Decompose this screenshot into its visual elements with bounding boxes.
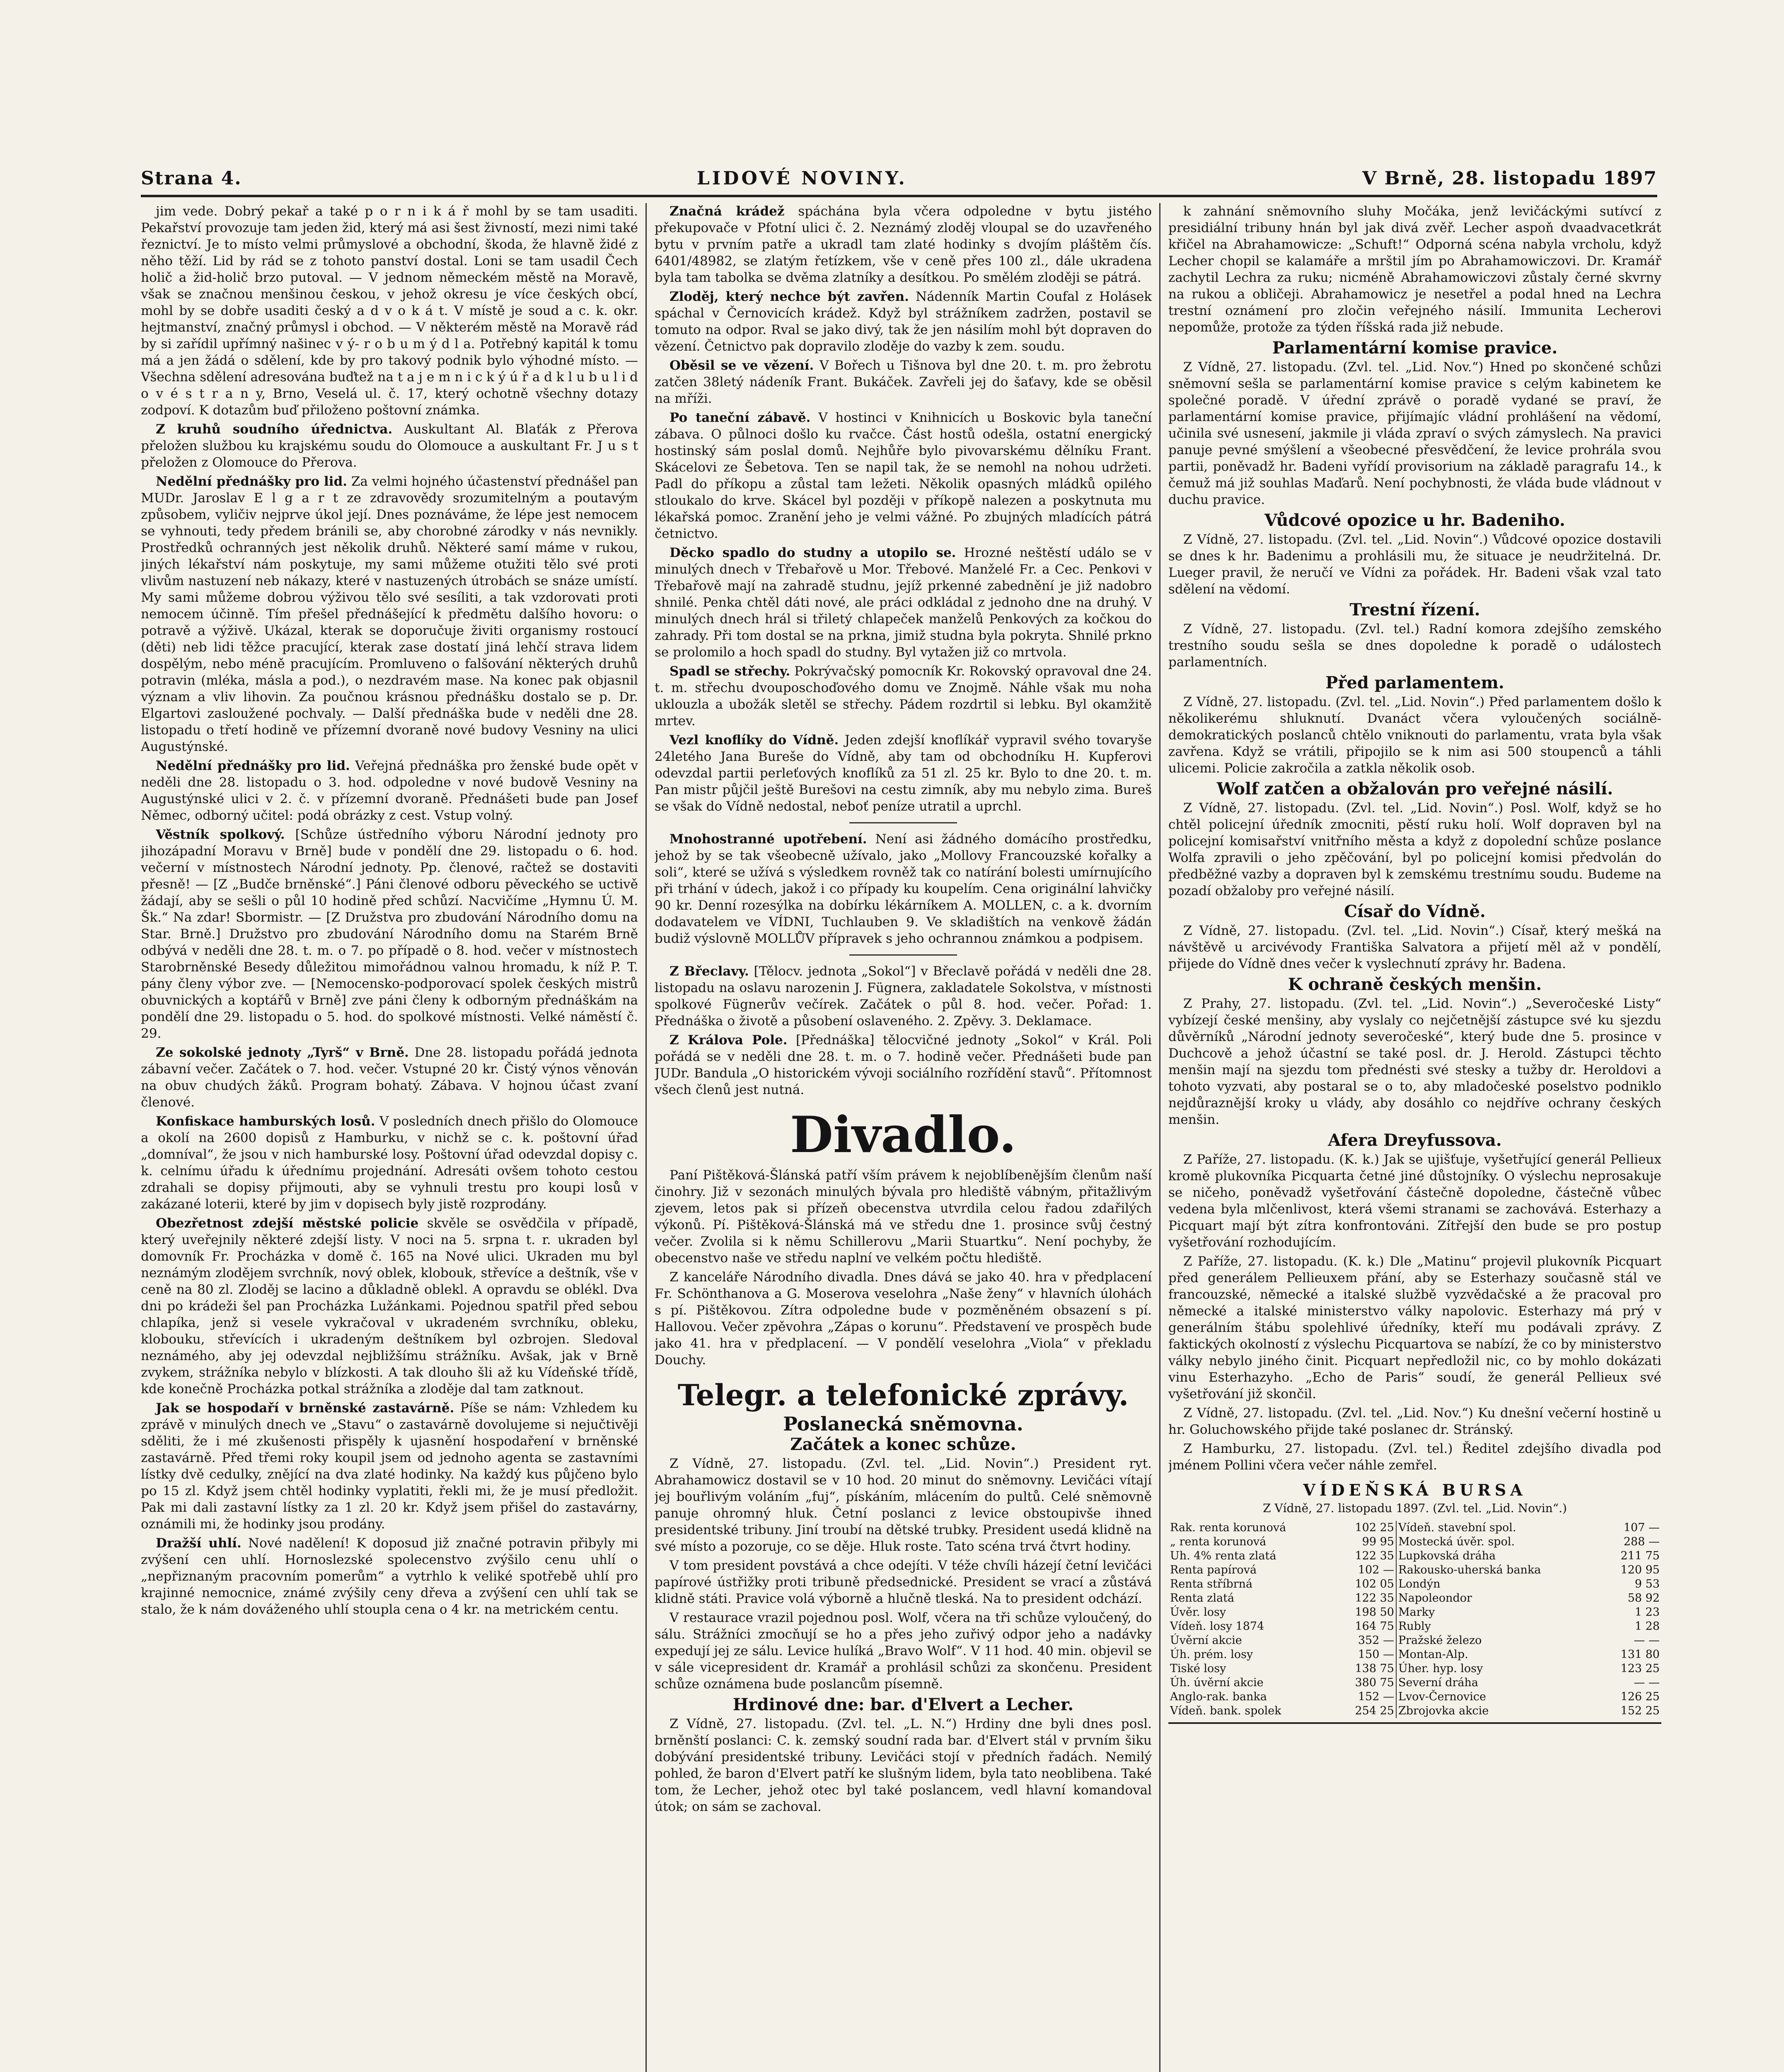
article-body: Píše se nám: Vzhledem ku zprávě v minulých dnech ve „Stavu“ o zastavárně dovolujeme si nejučtivěji sděliti, že i mé zkušenosti přispěly k ujasnění hospodaření v brněnské zastavárně. Před třemi roky koupil jsem od jednoho agenta se zastavními lístky dvě cedulky, znějící na dva zlaté hodinky. Na každý kus půjčeno bylo po 15 zl. Když jsem chtěl hodinky vyplatiti, řekli mi, že je musí předložit. Pak mi dali zastavní lístky za 1 zl. 20 kr. Když jsem přišel do zastavárny, oznámili mi, že hodinky jsou prodány. <box>141 1401 638 1532</box>
security-name: Renta stříbrná <box>1170 1578 1253 1590</box>
article <box>655 963 1152 1029</box>
article-headline: Začátek a konec schůze. <box>790 1435 1016 1454</box>
security-name: Lupkovská dráha <box>1398 1549 1496 1562</box>
security-price: 150 — <box>1336 1648 1396 1662</box>
security-name: Londýn <box>1398 1578 1441 1590</box>
security-name: Rakousko-uherská banka <box>1398 1564 1541 1576</box>
column-1 <box>141 203 638 2072</box>
table-row <box>1168 1591 1661 1605</box>
article-headline: Hrdinové dne: bar. d'Elvert a Lecher. <box>732 1695 1074 1714</box>
column-divider <box>645 203 647 2072</box>
article-headline: Nedělní přednášky pro lid. <box>156 758 350 773</box>
article <box>655 288 1152 355</box>
article-body: Z Vídně, 27. listopadu. (Zvl. tel. „Lid. Novin“.) Před parlamentem došlo k několikerému shluknutí. Dvanáct včera vyloučených sociálně-demokratických poslanců chtělo vniknouti do parlamentu, vrata byla však zavřena. Když se vrátili, připojilo se k nim asi 500 stoupenců a táhli ulicemi. Policie zakročila a zatkla několik osob. <box>1168 695 1661 776</box>
security-name: Rak. renta korunová <box>1170 1521 1286 1534</box>
article-body: k zahnání sněmovního sluhy Močáka, jenž levičáckými sutívcí z presidiální tribuny hnán byl jak divá zvěř. Lecher aspoň dvaadvacetkrát křičel na Abrahamowicze: „Schuft!“ Odporná scéna nabyla vrcholu, když Lecher chopil se kalamáře a mrštil jím po Abrahamowiczovi. Dr. Kramář zachytil Lechra za ruku; nicméně Abrahamowiczovi zůstaly černé skvrny na rukou a obličeji. Abrahamowicz je nesetřel a podal hned na Lechra trestní oznámení pro zločin veřejného násilí. Immunita Lecherovi nepomůže, protože za týden říšská rada již nebude. <box>1168 204 1661 335</box>
security-price: 1 23 <box>1634 1606 1660 1619</box>
article-headline: Věstník spolkový. <box>156 827 285 842</box>
security-name: Zbrojovka akcie <box>1398 1704 1489 1717</box>
table-row <box>1168 1521 1661 1535</box>
article-body: Z Vídně, 27. listopadu. (Zvl. tel. „Lid. Novin“.) Posl. Wolf, když se ho chtěl policejní úředník zmocniti, pěstí ruku holí. Wolf dopraven byl na policejní komisařství vnitřního města a když z dopolední schůze poslance Wolfa zpravili o jeho zpěčování, byl po policejní komisi předvolán do předběžné vazby a dopraven byl k zemskému trestnímu soudu. Budeme na pozadí obžaloby pro veřejné násilí. <box>1168 801 1661 898</box>
article-body: [Přednáška] tělocvičné jednoty „Sokol“ v Král. Poli pořádá se v neděli dne 28. t. m. o 7. hodině večer. Přednášeti bude pan JUDr. Bandula „O historickém vývoji sociálního rozřídění stavů“. Přítomnost všech členů jest nutná. <box>655 1033 1152 1097</box>
article <box>655 663 1152 729</box>
article-headline: Z Králova Pole. <box>670 1033 788 1048</box>
article-headline: Po taneční zábavě. <box>670 410 811 425</box>
article-headline: Zloděj, který nechce být zavřen. <box>670 289 909 304</box>
article <box>655 732 1152 815</box>
table-row <box>1168 1676 1661 1690</box>
section-title-telegrams: Telegr. a telefonické zprávy. <box>677 1378 1129 1412</box>
article-headline: Dražší uhlí. <box>156 1536 242 1551</box>
security-price: 152 — <box>1336 1690 1396 1704</box>
security-price: 123 25 <box>1620 1662 1660 1675</box>
security-price: 102 05 <box>1336 1577 1396 1591</box>
table-row <box>1168 1577 1661 1591</box>
article-body: Z Vídně, 27. listopadu. (Zvl. tel. „Lid. Nov.“) Ku dnešní večerní hostině u hr. Goluchowského přijde také poslanec dr. Stránský. <box>1168 1406 1661 1437</box>
security-price: — — <box>1634 1676 1660 1689</box>
table-row <box>1168 1634 1661 1648</box>
header-rule <box>141 195 1657 197</box>
article-body: Z Paříže, 27. listopadu. (K. k.) Dle „Matinu“ projevil plukovník Picquart před generálem Pellieuxem přání, aby se Esterhazy současně stál ve francouzské, německé a italské službě vyzvědačské a že pracoval pro německé a italské ministerstvo války napolovic. Esterhazy má prý v generálním štábu spolehlivé úředníky, kteří mu podávali zprávy. Z faktických okolností z výslechu Picquartova se nabízí, že co by ministerstvo války nebylo jiného činit. Picquart nepředložil nic, co by mohlo dokázati vinu Esterhazyho. „Echo de Paris“ soudí, že generál Pellieux své vyšetřování již skončil. <box>1168 1254 1661 1402</box>
article-body: Z Paříže, 27. listopadu. (K. k.) Jak se ujišťuje, vyšetřující generál Pellieux kromě plukovníka Picquarta četné jiné důstojníky. O výslechu neprosakuje se ničeho, poněvadž vyšetřování částečně dopoledne, částečně vůbec vedena byla mlčenlivost, která všemi stranami se zachovává. Esterhazy a Picquart mají být zítra konfrontováni. Zítřejší den bude se pro postup vyšetřování rozhodujícím. <box>1168 1152 1661 1250</box>
article-headline: Značná krádež <box>670 204 785 219</box>
article-body: [Tělocv. jednota „Sokol“] v Břeclavě pořádá v neděli dne 28. listopadu na oslavu narozenin J. Fügnera, zakladatele Sokolstva, v místnosti spolkové Fügnerův večírek. Začátek o půl 8. hod. večer. Pořad: 1. Přednáška o životě a působení oslaveného. 2. Zpěvy. 3. Deklamace. <box>655 964 1152 1029</box>
article <box>141 826 638 1042</box>
security-name: Uh. 4% renta zlatá <box>1170 1549 1276 1562</box>
security-name: Renta zlatá <box>1170 1592 1235 1605</box>
article <box>655 1032 1152 1098</box>
article-body: Z Vídně, 27. listopadu. (Zvl. tel. „L. N.“) Hrdiny dne byli dnes posl. brněnští poslanci: C. k. zemský soudní rada bar. d'Elvert stál v prvním šiku dobývání presidentské tribuny. Levičáci stojí v předních řadách. Nemilý pohled, že baron d'Elvert patří ke slušným lidem, byla tato neoblibena. Také tom, že Lecher, jehož otec byl také poslancem, vedl hlavní komandoval útok; on sám se zachoval. <box>655 1716 1152 1814</box>
table-row <box>1168 1662 1661 1676</box>
article-body: V tom president povstává a chce odejíti. V téže chvíli házejí četní levičáci papírové ústřižky proti tribuně předsednické. President se vrací a zůstává klidně státi. Pravice volá výborně a hlučně tleská. Na to president odchází. <box>655 1558 1152 1606</box>
security-name: Úh. prém. losy <box>1170 1648 1253 1661</box>
article-body: Dne 28. listopadu pořádá jednota zábavní večer. Začátek o 7. hod. večer. Vstupné 20 kr. Čistý výnos věnován na obuv chudých žáků. Program bohatý. Zábava. V hojnou účast zvaní členové. <box>141 1045 638 1110</box>
article-headline: K ochraně českých menšin. <box>1288 975 1542 994</box>
security-name: Vídeň. bank. spolek <box>1170 1704 1281 1717</box>
table-row <box>1168 1549 1661 1563</box>
article-headline: Trestní řízení. <box>1349 600 1480 620</box>
bourse-subtitle: Z Vídně, 27. listopadu 1897. (Zvl. tel. „Lid. Novin“.) <box>1263 1501 1567 1515</box>
security-price: 211 75 <box>1620 1549 1660 1562</box>
security-name: Lvov-Černovice <box>1398 1690 1486 1703</box>
section-separator <box>849 954 957 956</box>
security-price: 102 — <box>1336 1563 1396 1577</box>
article-headline: Mnohostranné upotřebení. <box>670 832 867 847</box>
article-body: V restaurace vrazil pojednou posl. Wolf, včera na tři schůze vyloučený, do sálu. Strážníci zmocňují se ho a přes jeho zuřivý odpor jeho a nadávky expedují jej ze sálu. Levice hulíká „Bravo Wolf“. V 11 hod. 40 min. objevil se v sále vicepresident dr. Kramář a prohlásil schůzi za skončenu. President schůze oznámena bude poslancům písemně. <box>655 1610 1152 1692</box>
security-name: Severní dráha <box>1398 1676 1478 1689</box>
security-price: 352 — <box>1336 1634 1396 1648</box>
security-name: Úvěrní akcie <box>1170 1634 1242 1647</box>
security-price: 152 25 <box>1620 1704 1660 1717</box>
article-headline: Z Břeclavy. <box>670 964 749 979</box>
bottom-rule <box>1168 1722 1661 1724</box>
bourse-table <box>1168 1521 1661 1718</box>
article-body: [Schůze ústředního výboru Národní jednoty pro jihozápadní Moravu v Brně] bude v pondělí dne 29. listopadu o 6. hod. večerní v místnostech Národní jednoty. Pp. členové, račtež se dostaviti přesně! — [Z „Budče brněnské“.] Páni členové odboru pěveckého se uctivě žádají, aby se sešli o půl 10 hodině před schůzí. Nacvičíme „Hymnu Ú. M. Šk.“ Na zdar! Sbormistr. — [Z Družstva pro zbudování Národního domu na Star. Brně.] Družstvo pro zbudování Národního domu na Starém Brně odbývá v neděli dne 28. t. m. o 7. po případě o 8. hod. večer v místnostech Starobrněnské Besedy důležitou mimořádnou valnou hromadu, k níž P. T. pány členy výbor zve. — [Nemocensko-podporovací spolek českých mistrů obuvnických a koptářů v Brně] zve páni členy k odborným přednáškám na pondělí dne 29. listopadu o 5. hod. do spolkové místnosti. Velké náměstí č. 29. <box>141 827 638 1041</box>
section-title-divadlo: Divadlo. <box>790 1106 1017 1164</box>
article-body: Z Prahy, 27. listopadu. (Zvl. tel. „Lid. Novin“.) „Severočeské Listy“ vybízejí české menšiny, aby vyslaly co nejčetnější zástupce své ku sjezdu důvěrníků „Národní jednoty severočeské“, který bude dne 5. prosince v Duchcově a jehož účastní se také posl. dr. J. Herold. Zástupci těchto menšin mají na sjezdu tom přednésti své stesky a tužby dr. Heroldovi a tohoto vyzvati, aby postaral se o to, aby mladočeské poselstvo podniklo nejdůraznější kroky u vlády, aby dosáhlo co nejdříve ochrany českých menšin. <box>1168 996 1661 1127</box>
article-headline: Děcko spadlo do studny a utopilo se. <box>670 545 956 560</box>
article <box>655 545 1152 661</box>
article <box>141 203 638 419</box>
article-headline: Z kruhů soudního úřednictva. <box>156 422 393 437</box>
article-headline: Jak se hospodaří v brněnské zastavárně. <box>156 1401 454 1416</box>
table-row <box>1168 1605 1661 1619</box>
article-body: spáchána byla včera odpoledne v bytu jistého překupovače v Pfotní ulici č. 2. Neznámý zloděj vloupal se do uzavřeného bytu v prvním patře a ukradl tam zlaté hodinky s dvojím pláštěm čís. 6401/48982, se zlatým řetízkem, vše v ceně přes 100 zl., dále ukradena byla tam tabolka se dvěma zlatníky a desítkou. Po smělém zloději se pátrá. <box>655 204 1152 285</box>
article-body: Nové nadělení! K doposud již značné potravin přibyly mi zvýšení cen uhlí. Hornoslezské spolecenstvo zvýšilo cenu uhlí o „nepřiznaným pracovním pomerům“ a vytrhlo k veliké spotřebě uhlí pro krajinné nemocnice, známé zvýšily ceny dřeva a zvýšení cen uhlí tak se stalo, že k nám dováženého uhlí stoupla cena o 4 kr. na metrickém centu. <box>141 1536 638 1617</box>
article-body: V hostinci v Knihnicích u Boskovic byla taneční zábava. O půlnoci došlo ku rvačce. Část hostů odešla, ostatní energický hostinský sám poslal domů. Nejhůře bylo pivovarskému dělníku Frant. Skácelovi ze Šebetova. Ten se napil tak, že se nemohl na nohou udržeti. Padl do příkopu a zůstal tam ležeti. Několik opasných mládků opilého stloukalo do krve. Skácel byl později v příkopě nalezen a poskytnuta mu lékařská pomoc. Zranění jeho je velmi vážné. Po zbujných mladících pátrá četnictvo. <box>655 410 1152 541</box>
security-name: Pražské železo <box>1398 1634 1482 1647</box>
security-price: 198 50 <box>1336 1605 1396 1619</box>
security-name: Úher. hyp. losy <box>1398 1662 1483 1675</box>
article-body: Není asi žádného domácího prostředku, jehož by se tak všeobecně užívalo, jako „Mollovy Francouzské kořalky a soli“, které se užívá s výsledkem rovněž tak co natírání bolesti umírnujícího při trhání v údech, jakož i co případy ku koupelím. Cena originální lahvičky 90 kr. Denní rozesýlka na dobírku lékárníkem A. MOLLEN, c. a k. dvorním dodavatelem ve VÍDNI, Tuchlauben 9. Ve skladištích na venkově žádán budiž výslovně MOLLŮV přípravek s jeho ochrannou známkou a podpisem. <box>655 832 1152 946</box>
article-headline: Parlamentární komise pravice. <box>1272 338 1558 358</box>
article-body: Paní Pištěková-Šlánská patří vším právem k nejoblíbenějším členům naší činohry. Již v sezonách minulých bývala pro hlediště vábným, přitažlivým zjevem, letos pak si přízeň obecenstva utvrdila celou řadou zdařilých výkonů. Pí. Pištěková-Šlánská má ve středu dne 1. prosince svůj čestný večer. Zvolila si k němu Schillerovu „Marii Stuartku“. Není pochyby, že obecenstvo naše ve středu naplní ve velkém počtu hlediště. <box>655 1168 1152 1266</box>
table-row <box>1168 1690 1661 1704</box>
article <box>141 1215 638 1397</box>
security-price: 107 — <box>1623 1521 1660 1534</box>
security-price: 288 — <box>1623 1535 1660 1548</box>
article-body: Z Hamburku, 27. listopadu. (Zvl. tel.) Ředitel zdejšího divadla pod jménem Pollini včera večer náhle zemřel. <box>1168 1441 1661 1473</box>
table-row <box>1168 1535 1661 1549</box>
security-name: Vídeň. losy 1874 <box>1170 1620 1264 1633</box>
security-name: Napoleondor <box>1398 1592 1472 1605</box>
article-headline: Císař do Vídně. <box>1344 902 1486 921</box>
article <box>655 409 1152 542</box>
article-headline: Vezl knoflíky do Vídně. <box>670 733 839 748</box>
security-name: Anglo-rak. banka <box>1170 1690 1267 1703</box>
article-body: Jeden zdejší knoflíkář vypravil svého tovaryše 24letého Jana Bureše do Vídně, aby tam od obchodníku H. Kupferovi odevzdal partii perleťových knoflíků za 51 zl. 25 kr. Bylo to dne 20. t. m. Pan mistr půjčil ještě Burešovi na cestu zimník, aby mu nebylo zima. Bureš se však do Vídně nedostal, neboť peníze utratil a uprchl. <box>655 733 1152 814</box>
security-price: 126 25 <box>1620 1690 1660 1703</box>
article-body: Z Vídně, 27. listopadu. (Zvl. tel. „Lid. Novin“.) President ryt. Abrahamowicz dostavil se v 10 hod. 20 minut do sněmovny. Levičáci vítají jej bouřlivým voláním „fuj“, pískáním, mlácením do pultů. Celé sněmovně panuje ohromný hluk. Četní poslanci z levice obstoupivše ihned presidentské tribuny. Jiní troubí na dětské trubky. President usedá klidně na své místo a pozoruje, co se děje. Hluk roste. Tato scéna trvá čtvrt hodiny. <box>655 1456 1152 1554</box>
article <box>655 357 1152 407</box>
article <box>141 1535 638 1618</box>
issue-date: V Brně, 28. listopadu 1897 <box>1362 167 1657 189</box>
security-price: — — <box>1634 1634 1660 1647</box>
article-body: skvěle se osvědčila v případě, který uveřejnily některé zdejší listy. V noci na 5. srpna t. r. ukraden byl domovník Fr. Procházka v domě č. 165 na Nové ulici. Ukraden mu byl neznámým zlodějem svrchník, nový oblek, klobouk, střevíce a deštník, vše v ceně na 80 zl. Zloděj se lacino a důkladně oblekl. A opravdu se oblékl. Dva dni po krádeži šel pan Procházka Lužánkami. Pojednou spatřil před sebou chlapíka, jenž si vesele vykračoval v ukradeném svrchníku, obleku, klobouku, střevících i ukradeným deštníkem byl ozbrojen. Sledoval neznámého, aby jej odevzdal nejbližšímu strážníku. Avšak, jak v Brně zvykem, strážníka nebylo v blízkosti. A tak dlouho šli až ku Vídeňské třídě, kde konečně Procházka potkal strážníka a zloděje dal tam zatknout. <box>141 1216 638 1397</box>
article-body: Z kanceláře Národního divadla. Dnes dává se jako 40. hra v předplacení Fr. Schönthanova a G. Moserova veselohra „Naše ženy“ v hlavních úlohách s pí. Pištěkovou. Zítra odpoledne bude v pozměněném obsazení s pí. Hallovou. Večer zpěvohra „Zápas o korunu“. Představení ve prospěch bude jako 41. hra v předplacení. — V pondělí veselohra „Viola“ v překladu Douchy. <box>655 1270 1152 1368</box>
security-price: 9 53 <box>1634 1578 1660 1590</box>
security-name: Tiské losy <box>1170 1662 1226 1675</box>
article-body: Hrozné neštěstí událo se v minulých dnech v Třebařově u Mor. Třebové. Manželé Fr. a Cec. Penkovi v Třebařově mají na zahradě studnu, jejíž prkenné zabednění je již nadobro shnilé. Penka chtěl dáti nové, ale práci odkládal z jednoho dne na druhý. V minulých dnech hrál si třiletý chlapeček manželů Penkových za kočkou do zahrady. Při tom dostal se na prkna, jimiž studna byla pokryta. Shnilé prkno se prolomilo a hoch spadl do studny. Byl vytažen již co mrtvola. <box>655 545 1152 660</box>
security-name: Montan-Alp. <box>1398 1648 1468 1661</box>
security-name: Renta papírová <box>1170 1564 1257 1576</box>
article <box>141 1113 638 1213</box>
table-row <box>1168 1563 1661 1577</box>
article-body: Za velmi hojného účastenství přednášel pan MUDr. Jaroslav E l g a r t ze zdravovědy srozumitelným a poutavým způsobem, vyličiv nejprve úkol její. Dnes poznáváme, že lépe jest nemocem se vyhnouti, tedy předem bránili se, aby chorobné zárodky v nás nevnikly. Prostředků ochranných jest několik druhů. Některé samí máme v rukou, jiných lékařství nám poskytuje, my sami můžeme otužiti tělo své proti vlivům nastuzení neb nákazy, které v nastuzených útrobách se snáze umístí. My sami můžeme dobrou výživou tělo své sesíliti, a tak vzdorovati proti nemocem účinně. Tím přešel přednášející k předmětu dalšího hovoru: o potravě a výživě. Ukázal, kterak se doporučuje živiti organismy rostoucí (děti) neb lidi těžce pracující, kterak zase dostatí jiná lehčí strava lidem dospělým, nebo méně pracujícím. Promluveno o falšování některých druhů potravin (mléka, másla a pod.), o nezdravém mase. Na konec pak objasnil význam a vliv lihovin. Za poučnou krásnou přednášku dostalo se p. Dr. Elgartovi zasloužené pochvaly. — Další přednáška bude v neděli dne 28. listopadu o třetí hodině ve přízemní dvoraně nové budovy Vesniny na ulici Augustýnské. <box>141 474 638 754</box>
article-body: Auskultant Al. Blaťák z Přerova přeložen službou ku krajskému soudu do Olomouce a auskultant Fr. J u s t přeložen z Olomouce do Přerova. <box>141 422 638 470</box>
article-headline: Vůdcové opozice u hr. Badeniho. <box>1264 511 1565 530</box>
security-price: 131 80 <box>1620 1648 1660 1661</box>
security-price: 102 25 <box>1336 1521 1396 1535</box>
article-headline: Konfiskace hamburských losů. <box>156 1114 375 1129</box>
security-price: 164 75 <box>1336 1619 1396 1634</box>
security-name: Úh. úvěrní akcie <box>1170 1676 1264 1689</box>
article-body: Z Vídně, 27. listopadu. (Zvl. tel. „Lid. Novin“.) Vůdcové opozice dostavili se dnes k hr. Badenimu a prohlásili mu, že situace je neudržitelná. Dr. Lueger pravil, že neručí ve Vídni za pořádek. Hr. Badeni však vzal tato sdělení na vědomí. <box>1168 532 1661 597</box>
article-headline: Spadl se střechy. <box>670 664 790 679</box>
article-body: V Bořech u Tišnova byl dne 20. t. m. pro žebrotu zatčen 38letý nádeník Frant. Bukáček. Zavřeli jej do šaťavy, kde se oběsil na mříži. <box>655 358 1152 406</box>
article-headline: Nedělní přednášky pro lid. <box>156 474 347 489</box>
security-name: Marky <box>1398 1606 1435 1619</box>
article-headline: Afera Dreyfussova. <box>1328 1130 1502 1150</box>
article-headline: Před parlamentem. <box>1325 673 1504 692</box>
section-subtitle: Poslanecká sněmovna. <box>783 1413 1023 1435</box>
article-body: jim vede. Dobrý pekař a také p o r n i k á ř mohl by se tam usaditi. Pekařství provozuje tam jeden žid, který má asi šest živností, mezi nimi také řeznictví. Je to místo velmi průmyslové a obchodní, škoda, že hlavně židé z něho těží. Lid by rád se z tohoto panství dostal. Loni se tam usadil Čech holič a žid-holič brzo putoval. — V jednom německém městě na Moravě, však se značnou menšinou českou, v jehož okresu je více českých obcí, mohl by se dobře usaditi český a d v o k á t. V místě je soud a c. k. okr. hejtmanství, značný průmysl i obchod. — V některém městě na Moravě rád by si zařídil upřímný našinec v ý- r o b u m ý d l a. Potřebný kapitál k tomu má a jen žádá o sdělení, kde by pro takový podnik bylo výhodné místo. — Všechna sdělení adresována buďtež na t a j e m n i c k ý ú ř a d k l u b u l i d o v é s t r a n y, Brno, Veselá ul. č. 17, který ochotně všechny dotazy zodpoví. K dotazům buď přiloženo poštovní známka. <box>141 204 638 418</box>
column-2 <box>655 203 1152 2072</box>
article <box>655 203 1152 286</box>
article-headline: Oběsil se ve vězení. <box>670 358 814 373</box>
table-row <box>1168 1704 1661 1718</box>
article <box>141 758 638 824</box>
section-separator <box>849 822 957 823</box>
column-3 <box>1168 203 1661 2072</box>
article-body: Pokrývačský pomocník Kr. Rokovský opravoval dne 24. t. m. střechu dvouposchoďového domu ve Znojmě. Náhle však mu noha uklouzla a ubožák sletěl se střechy. Pádem rozdrtil si lebku. Byl okamžitě mrtev. <box>655 664 1152 729</box>
article <box>141 1400 638 1532</box>
security-name: Mostecká úvěr. spol. <box>1398 1535 1515 1548</box>
article-body: Veřejná přednáška pro ženské bude opět v neděli dne 28. listopadu o 3. hod. odpoledne v nové budově Vesniny na Augustýnské ulici v 2. č. v přízemní dvoraně. Přednášeti bude pan Josef Němec, odborný učitel: podá obrázky z cest. Vstup volný. <box>141 758 638 823</box>
security-price: 122 35 <box>1336 1549 1396 1563</box>
newspaper-title: LIDOVÉ NOVINY. <box>696 167 907 189</box>
security-name: „ renta korunová <box>1170 1535 1267 1548</box>
column-divider <box>1159 203 1160 2072</box>
security-price: 120 95 <box>1620 1564 1660 1576</box>
article-body: Z Vídně, 27. listopadu. (Zvl. tel.) Radní komora zdejšího zemského trestního soudu sešla se dnes dopoledne k poradě o událostech parlamentních. <box>1168 622 1661 670</box>
page-number: Strana 4. <box>141 167 242 189</box>
article-headline: Wolf zatčen a obžalován pro veřejné násilí. <box>1216 779 1613 799</box>
security-name: Rubly <box>1398 1620 1431 1633</box>
security-price: 122 35 <box>1336 1591 1396 1605</box>
article-headline: Obezřetnost zdejší městské policie <box>156 1216 419 1231</box>
bourse-title: VÍDEŇSKÁ BURSA <box>1303 1481 1527 1499</box>
table-row <box>1168 1648 1661 1662</box>
security-price: 254 25 <box>1336 1704 1396 1718</box>
article-body: Nádenník Martin Coufal z Holásek spáchal v Černovicích krádež. Když byl strážníkem zadržen, postavil se tomuto na odpor. Rval se jako divý, tak že jen násilím mohl být dopraven do vězení. Četnictvo pak dopravilo zloděje do vazby k zem. soudu. <box>655 289 1152 354</box>
page-header <box>141 166 1657 191</box>
security-name: Vídeň. stavební spol. <box>1398 1521 1516 1534</box>
article <box>141 1044 638 1111</box>
article-headline: Ze sokolské jednoty „Tyrš“ v Brně. <box>156 1045 409 1060</box>
article <box>141 473 638 755</box>
security-price: 58 92 <box>1627 1592 1660 1605</box>
security-price: 138 75 <box>1336 1662 1396 1676</box>
security-price: 380 75 <box>1336 1676 1396 1690</box>
security-price: 99 95 <box>1336 1535 1396 1549</box>
security-price: 1 28 <box>1634 1620 1660 1633</box>
advertisement <box>655 831 1152 947</box>
table-row <box>1168 1619 1661 1634</box>
security-name: Úvěr. losy <box>1170 1606 1226 1619</box>
article-body: V posledních dnech přišlo do Olomouce a okolí na 2600 dopisů z Hamburku, v nichž se c. k. poštovní úřad „domníval“, že jsou v nich hamburské losy. Poštovní úřad odevzdal dopisy c. k. celnímu úřadu k úřednímu projednání. Adresáti ovšem tohoto cestou zdrahali se dopisy přijmouti, aby se vyhnuli trestu pro koupi losů v zakázané loterii, které by jim v dopisech byly jistě rozprodány. <box>141 1114 638 1212</box>
article <box>141 421 638 471</box>
article-body: Z Vídně, 27. listopadu. (Zvl. tel. „Lid. Novin“.) Císař, který mešká na návštěvě u arcivévody Františka Salvatora a přijetí měl až v pondělí, přijede do Vídně dnes večer k vyslechnutí zprávy hr. Badena. <box>1168 923 1661 971</box>
article-body: Z Vídně, 27. listopadu. (Zvl. tel. „Lid. Nov.“) Hned po skončené schůzi sněmovní sešla se parlamentární komise pravice s celým kabinetem ke společné poradě. V úřední zprávě o poradě vydané se praví, že parlamentární komise pravice, přijímajíc vládní prohlášení na vědomí, učinila své usnesení, jakmile ji vláda zpraví o svých zámyslech. Na pravici panuje pevné smýšlení a všeobecné přesvědčení, že levice prohrála svou partii, poněvadž hr. Badeni vyřídí provisorium na základě paragrafu 14., k čemuž má již souhlas Maďarů. Není pochybnosti, že vláda bude vládnout v duchu pravice. <box>1168 360 1661 507</box>
